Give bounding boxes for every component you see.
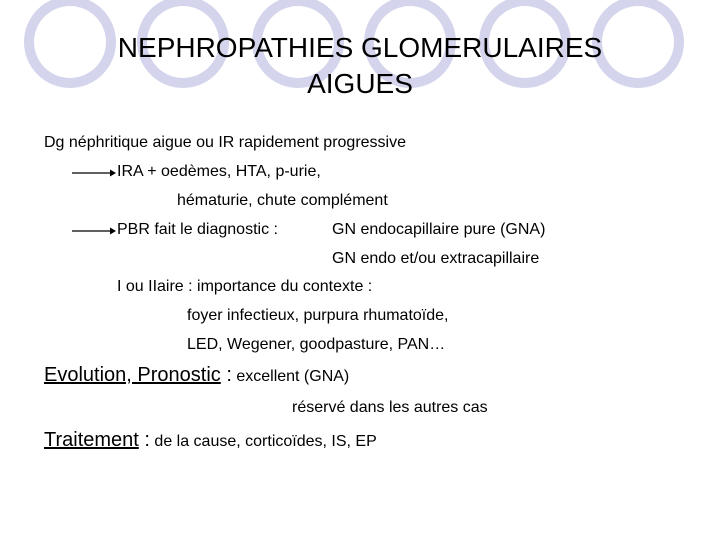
traitement-line [44, 430, 377, 452]
traitement-text: de la cause, corticoïdes, IS, EP [149, 433, 377, 450]
evolution-text: excellent (GNA) [231, 368, 350, 385]
text-line-2: IRA + oedèmes, HTA, p-urie, [117, 163, 321, 180]
evolution-text-2: réservé dans les autres cas [292, 399, 488, 416]
title-line-1: NEPHROPATHIES GLOMERULAIRES [117, 32, 603, 63]
title-line-2: AIGUES [307, 68, 413, 99]
right-arrow-icon [72, 167, 116, 179]
right-arrow-icon [72, 225, 116, 237]
evolution-line [44, 365, 349, 387]
traitement-colon: : [138, 429, 150, 451]
traitement-heading: Traitement [44, 429, 139, 451]
text-line-6: I ou IIaire : importance du contexte : [117, 278, 373, 295]
text-line-4b: GN endocapillaire pure (GNA) [332, 221, 546, 238]
evolution-colon: : [220, 364, 232, 386]
text-line-3: hématurie, chute complément [177, 192, 388, 209]
text-line-1: Dg néphritique aigue ou IR rapidement progressive [44, 134, 406, 151]
text-line-5: GN endo et/ou extracapillaire [332, 250, 540, 267]
text-line-7: foyer infectieux, purpura rhumatoïde, [187, 307, 449, 324]
slide-title [40, 30, 680, 102]
text-line-8: LED, Wegener, goodpasture, PAN… [187, 336, 446, 353]
text-line-4a: PBR fait le diagnostic : [117, 221, 278, 238]
evolution-heading: Evolution, Pronostic [44, 364, 221, 386]
